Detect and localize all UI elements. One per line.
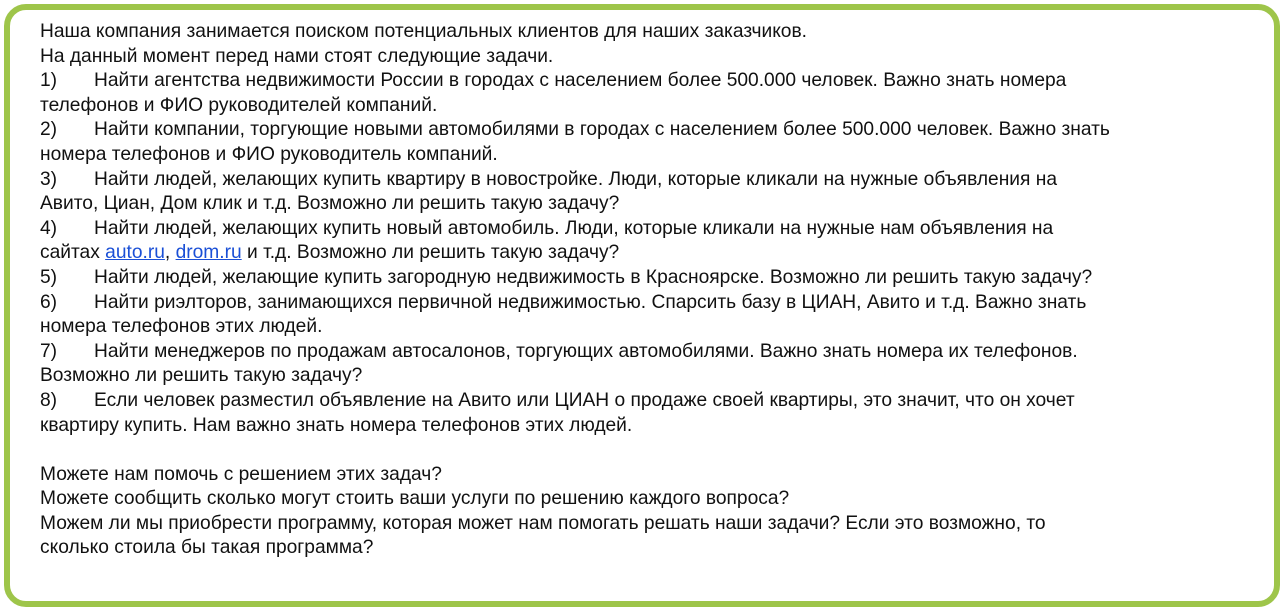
link-separator: , bbox=[164, 242, 176, 264]
task-text: Найти риэлторов, занимающихся первичной недвижимостью. Спарсить базу в ЦИАН, Авито и т.д. Важно знать bbox=[94, 291, 1087, 313]
task-text-suffix: и т.д. Возможно ли решить такую задачу? bbox=[241, 242, 620, 264]
document-body bbox=[40, 20, 1260, 561]
question-3: Можем ли мы приобрести программу, которая может нам помогать решать наши задачи? Если это возможно, то bbox=[40, 512, 1046, 534]
drom-ru-link[interactable]: drom.ru bbox=[175, 242, 242, 264]
task-text-prefix: сайтах bbox=[40, 242, 106, 264]
task-item-7-continuation: Возможно ли решить такую задачу? bbox=[40, 365, 363, 387]
task-item-8 bbox=[40, 389, 1260, 414]
task-text: Найти менеджеров по продажам автосалонов, торгующих автомобилями. Важно знать номера их телефонов. bbox=[94, 340, 1078, 362]
task-text: Если человек разместил объявление на Авито или ЦИАН о продаже своей квартиры, это значит, что он хочет bbox=[94, 389, 1075, 411]
document-frame bbox=[4, 4, 1280, 607]
task-text: Найти людей, желающие купить загородную недвижимость в Красноярске. Возможно ли решить такую задачу? bbox=[94, 266, 1093, 288]
intro-line-2: На данный момент перед нами стоят следующие задачи. bbox=[40, 45, 554, 67]
question-3-continuation: сколько стоила бы такая программа? bbox=[40, 537, 374, 559]
task-number: 1) bbox=[40, 70, 58, 92]
task-number: 7) bbox=[40, 340, 58, 362]
task-text: Найти людей, желающих купить квартиру в новостройке. Люди, которые кликали на нужные объявления на bbox=[94, 168, 1057, 190]
auto-ru-link[interactable]: auto.ru bbox=[105, 242, 165, 264]
task-item-8-continuation: квартиру купить. Нам важно знать номера телефонов этих людей. bbox=[40, 414, 633, 436]
task-item-5 bbox=[40, 266, 1260, 291]
task-number: 8) bbox=[40, 389, 58, 411]
task-item-3 bbox=[40, 168, 1260, 193]
task-number: 5) bbox=[40, 266, 58, 288]
paragraph-spacer bbox=[40, 438, 1260, 463]
task-item-3-continuation: Авито, Циан, Дом клик и т.д. Возможно ли решить такую задачу? bbox=[40, 193, 620, 215]
task-number: 4) bbox=[40, 217, 58, 239]
task-text: Найти людей, желающих купить новый автомобиль. Люди, которые кликали на нужные нам объявления на bbox=[94, 217, 1054, 239]
intro-line-1: Наша компания занимается поиском потенциальных клиентов для наших заказчиков. bbox=[40, 21, 807, 42]
task-item-1-continuation: телефонов и ФИО руководителей компаний. bbox=[40, 94, 438, 116]
task-number: 6) bbox=[40, 291, 58, 313]
task-text: Найти агентства недвижимости России в городах с населением более 500.000 человек. Важно знать номера bbox=[94, 70, 1067, 92]
task-item-4-continuation bbox=[40, 241, 1260, 266]
question-1: Можете нам помочь с решением этих задач? bbox=[40, 463, 442, 485]
task-number: 3) bbox=[40, 168, 58, 190]
question-2: Можете сообщить сколько могут стоить ваши услуги по решению каждого вопроса? bbox=[40, 488, 790, 510]
task-item-7 bbox=[40, 340, 1260, 365]
task-item-6 bbox=[40, 291, 1260, 316]
task-text: Найти компании, торгующие новыми автомобилями в городах с населением более 500.000 человек. Важно знать bbox=[94, 119, 1110, 141]
task-item-6-continuation: номера телефонов этих людей. bbox=[40, 316, 323, 338]
task-item-2 bbox=[40, 118, 1260, 143]
task-item-4 bbox=[40, 217, 1260, 242]
task-number: 2) bbox=[40, 119, 58, 141]
task-item-1 bbox=[40, 69, 1260, 94]
task-item-2-continuation: номера телефонов и ФИО руководитель компаний. bbox=[40, 143, 498, 165]
